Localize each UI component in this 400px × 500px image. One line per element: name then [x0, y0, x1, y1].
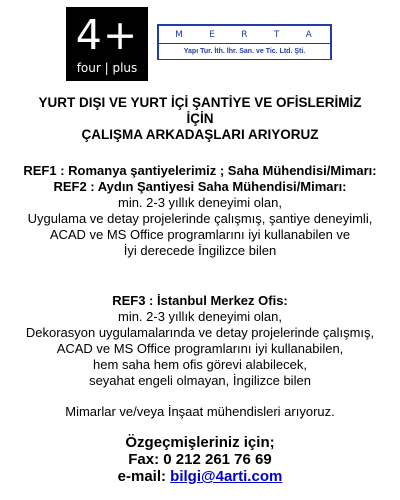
heading-line: YURT DIŞI VE YURT İÇİ ŞANTİYE VE OFİSLERİMİZ: [38, 95, 362, 110]
merta-letter: E: [209, 29, 217, 40]
ref3-detail: Dekorasyon uygulamalarında ve detay projelerinde çalışmış,: [25, 325, 375, 340]
page-heading: [0, 95, 400, 143]
ref1-title: REF1 : Romanya şantiyelerimiz ; Saha Mühendisi/Mimarı:: [23, 163, 377, 178]
email-link[interactable]: bilgi@4arti.com: [170, 468, 283, 485]
fourplus-logo-mark: 4+: [75, 11, 139, 59]
email-label: e-mail:: [117, 468, 171, 485]
ref3-detail: hem saha hem ofis görevi alabilecek,: [93, 357, 307, 372]
ref12-section: [0, 163, 400, 259]
ref12-detail: İyi derecede İngilizce bilen: [123, 243, 277, 258]
merta-letter: T: [273, 29, 282, 40]
ref3-detail: ACAD ve MS Office programlarını iyi kullanabilen,: [56, 341, 344, 356]
merta-letter: M: [175, 29, 185, 40]
contact-section: [0, 434, 400, 485]
ref2-title: REF2 : Aydın Şantiyesi Saha Mühendisi/Mimarı:: [53, 179, 347, 194]
search-note-text: Mimarlar ve/veya İnşaat mühendisleri arıyoruz.: [65, 404, 335, 419]
cv-line: Özgeçmişleriniz için;: [125, 434, 275, 451]
heading-line: İÇİN: [186, 111, 214, 126]
fourplus-logo-text: four | plus: [76, 61, 138, 75]
ref3-section: [0, 293, 400, 389]
merta-logo: [157, 24, 332, 60]
ref3-detail: min. 2-3 yıllık deneyimi olan,: [117, 309, 282, 324]
ref12-detail: min. 2-3 yıllık deneyimi olan,: [117, 195, 282, 210]
merta-logo-subtitle: Yapı Tur. İth. İhr. San. ve Tic. Ltd. Şti.: [159, 44, 330, 59]
search-note: [0, 404, 400, 420]
ref12-detail: Uygulama ve detay projelerinde çalışmış, şantiye deneyimli,: [27, 211, 373, 226]
merta-logo-letters: [159, 26, 330, 44]
email-line: [0, 468, 400, 485]
merta-letter: A: [305, 29, 314, 40]
fax-line: Fax: 0 212 261 76 69: [128, 451, 272, 468]
heading-line: ÇALIŞMA ARKADAŞLARI ARIYORUZ: [81, 127, 319, 142]
merta-letter: R: [241, 29, 250, 40]
ref3-title: REF3 : İstanbul Merkez Ofis:: [112, 293, 288, 308]
ref3-detail: seyahat engeli olmayan, İngilizce bilen: [89, 373, 311, 388]
ref12-detail: ACAD ve MS Office programlarını iyi kullanabilen ve: [49, 227, 351, 242]
fourplus-logo: [66, 7, 148, 81]
